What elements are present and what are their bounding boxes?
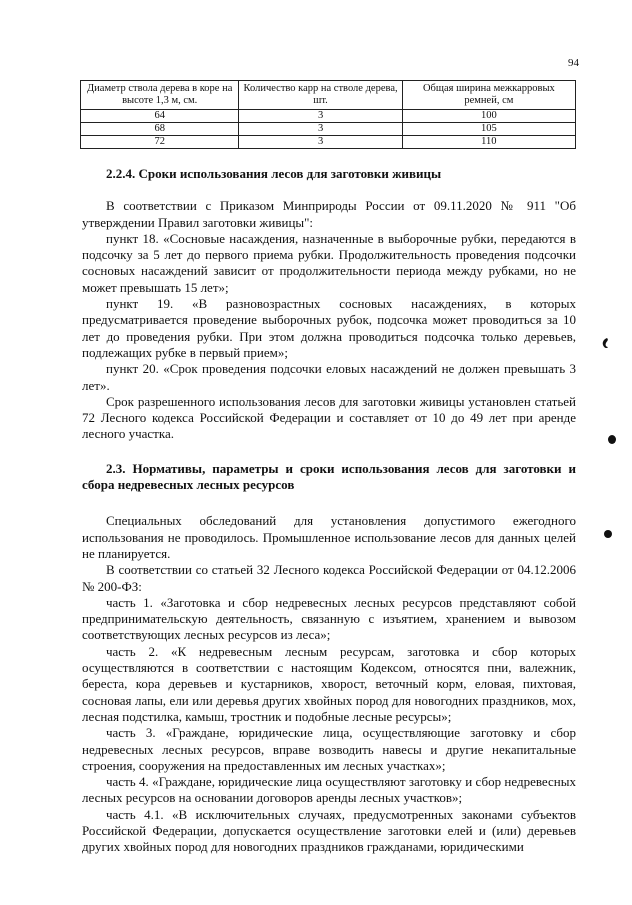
paragraph: часть 3. «Граждане, юридические лица, осуществляющие заготовку и сбор недревесных лесных ресурсов, вправе возводить навесы и другие некапитальные строения, сооружения на предоставленных им лесных участках»; [82,725,576,773]
table-cell: 110 [402,136,575,149]
table-row [81,110,576,123]
column-header-count: Количество карр на стволе дерева, шт. [239,81,402,110]
table-header-row [81,81,576,110]
paragraph: пункт 20. «Срок проведения подсочки еловых насаждений не должен превышать 3 лет». [82,361,576,393]
scan-artifact-dot [608,435,616,444]
document-body [82,166,576,856]
scan-artifact-mark [602,338,609,349]
table-cell: 100 [402,110,575,123]
table-cell: 64 [81,110,239,123]
table-cell: 68 [81,123,239,136]
table-cell: 72 [81,136,239,149]
paragraph: пункт 19. «В разновозрастных сосновых насаждениях, в которых предусматривается проведение выборочных рубок, подсочка может проводиться за 10 лет до проведения рубки. При этом должна проводиться подсочка только деревьев, подлежащих рубке в первый прием»; [82,296,576,360]
paragraph: часть 1. «Заготовка и сбор недревесных лесных ресурсов представляют собой предпринимательскую деятельность, связанную с изъятием, хранением и вывозом соответствующих лесных ресурсов из леса»; [82,594,576,643]
paragraph: Специальных обследований для установления допустимого ежегодного использования не проводилось. Промышленное использование лесов для данных целей не планируется. [82,513,576,561]
paragraph: В соответствии с Приказом Минприроды России от 09.11.2020 № 911 "Об утверждении Правил заготовки живицы": [82,198,576,230]
trunk-diameter-table [80,80,576,149]
paragraph: Срок разрешенного использования лесов для заготовки живицы установлен статьей 72 Лесного кодекса Российской Федерации и составляет от 10 до 49 лет при аренде лесного участка. [82,393,576,442]
table-cell: 3 [239,136,402,149]
table-row [81,136,576,149]
paragraph: часть 2. «К недревесным лесным ресурсам, заготовка и сбор которых осуществляются в соответствии с настоящим Кодексом, относятся пни, валежник, береста, кора деревьев и кустарников, хворост, веточный корм, еловая, пихтовая, сосновая лапы, ели или деревья других хвойных пород для новогодних праздников, мох, лесная подстилка, камыш, тростник и подобные лесные ресурсы»; [82,643,576,724]
section-heading-2-3: 2.3. Нормативы, параметры и сроки использования лесов для заготовки и сбора недревесных лесных ресурсов [82,460,576,493]
table-cell: 3 [239,110,402,123]
paragraph: пункт 18. «Сосновые насаждения, назначенные в выборочные рубки, передаются в подсочку за 5 лет до первого приема рубки. Продолжительность проведения подсочки сосновых насаждений зависит от продолжительности периода между рубками, но не может превышать 15 лет»; [82,230,576,295]
table-cell: 3 [239,123,402,136]
section-heading-2-2-4: 2.2.4. Сроки использования лесов для заготовки живицы [106,166,442,181]
column-header-diameter: Диаметр ствола дерева в коре на высоте 1,3 м, см. [81,81,239,110]
paragraph: В соответствии со статьей 32 Лесного кодекса Российской Федерации от 04.12.2006 № 200-ФЗ: [82,562,576,594]
paragraph: часть 4.1. «В исключительных случаях, предусмотренных законами субъектов Российской Федерации, допускается осуществление заготовки елей и (или) деревьев других хвойных пород для новогодних праздников гражданами, юридическими [82,806,576,855]
table-row [81,123,576,136]
paragraph: часть 4. «Граждане, юридические лица осуществляют заготовку и сбор недревесных лесных ресурсов на основании договоров аренды лесных участков»; [82,774,576,806]
table-cell: 105 [402,123,575,136]
page-number: 94 [568,57,579,69]
scan-artifact-dot [604,530,612,538]
column-header-width: Общая ширина межкарровых ремней, см [402,81,575,110]
